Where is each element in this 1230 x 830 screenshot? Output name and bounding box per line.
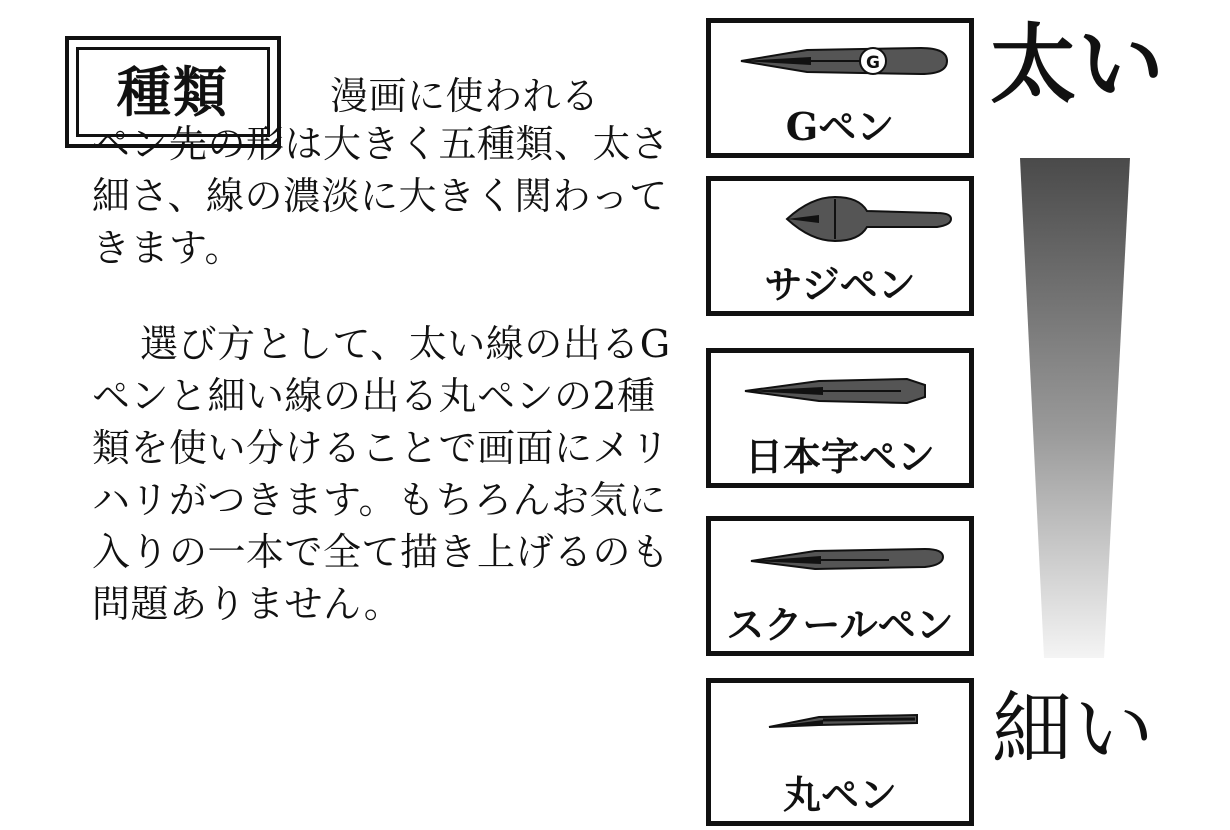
maru-pen-nib-icon xyxy=(711,693,969,749)
pen-card-saji-pen[interactable] xyxy=(706,176,974,316)
scale-bottom-label: 細い xyxy=(992,683,1156,776)
paragraph-1-body: ペン先の形は大きく五種類、太さ細さ、線の濃淡に大きく関わってきます。 xyxy=(92,122,670,271)
pen-label: 日本字ペン xyxy=(744,434,935,480)
school-pen-nib-icon xyxy=(711,531,969,587)
pen-label: Gペン xyxy=(785,104,895,150)
pen-label: サジペン xyxy=(764,262,916,308)
pen-card-maru-pen[interactable] xyxy=(706,678,974,826)
pen-card-nihonji-pen[interactable] xyxy=(706,348,974,488)
saji-pen-nib-icon xyxy=(711,191,969,247)
pen-label: スクールペン xyxy=(726,602,954,648)
svg-text:G: G xyxy=(866,53,880,73)
pen-card-g-pen[interactable] xyxy=(706,18,974,158)
paragraph-2 xyxy=(92,318,692,630)
thickness-gradient-wedge xyxy=(1018,158,1138,658)
nihonji-pen-nib-icon xyxy=(711,363,969,419)
pen-card-school-pen[interactable] xyxy=(706,516,974,656)
paragraph-2-text: 選び方として、太い線の出るGペンと細い線の出る丸ペンの2種類を使い分けることで画面にメリハリがつきます。もちろんお気に入りの一本で全て描き上げるのも問題ありません。 xyxy=(92,322,671,627)
pen-type-list xyxy=(706,18,976,818)
pen-label: 丸ペン xyxy=(782,772,897,818)
paragraph-1-first-line: 漫画に使われる xyxy=(330,74,600,118)
g-pen-nib-icon xyxy=(711,33,969,89)
scale-top-label: 太い xyxy=(990,14,1166,115)
page-title: 種類 xyxy=(117,60,229,124)
